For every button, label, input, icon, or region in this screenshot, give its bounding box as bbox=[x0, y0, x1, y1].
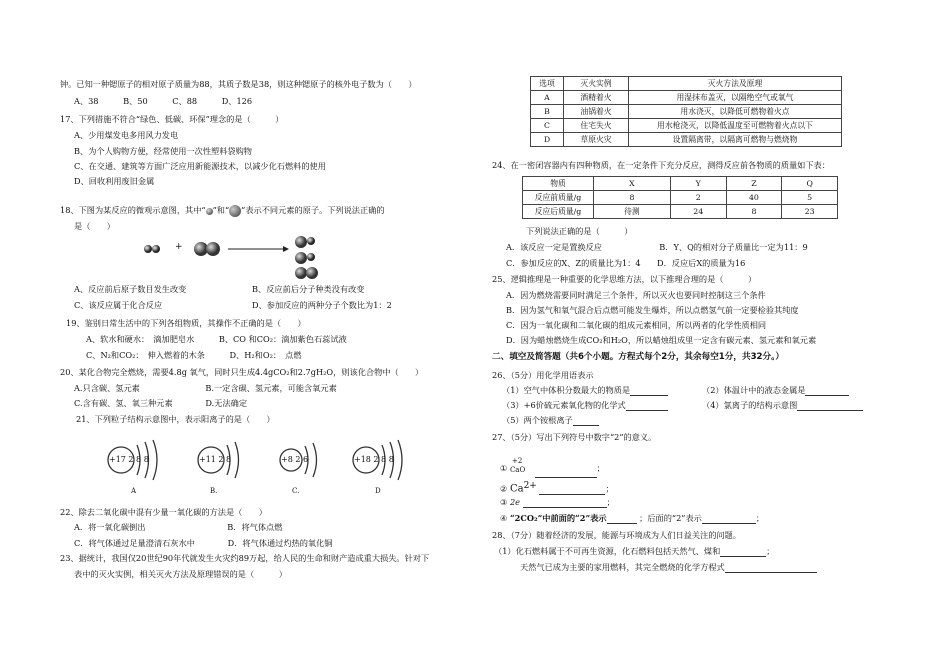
table-cell: 设置隔离带，以隔离可燃物与燃烧物 bbox=[629, 133, 842, 147]
q25-option-d: D．因为蜡烛燃烧生成CO₂和H₂O，所以蜡烛组成里一定含有碳元素、氢元素和氧元素 bbox=[506, 335, 817, 345]
answer-blank[interactable] bbox=[573, 417, 599, 426]
q21-stem: 21、下列粒子结构示意图中，表示阳离子的是（ ） bbox=[76, 414, 275, 424]
q27-circle-3: ③ bbox=[500, 497, 508, 507]
answer-blank[interactable] bbox=[805, 387, 849, 396]
table-cell: 住宅失火 bbox=[564, 119, 629, 133]
q18-option-a: A、反应前后原子数目发生改变 bbox=[74, 284, 187, 294]
q27-item-3 bbox=[500, 497, 615, 508]
q27-item-1 bbox=[500, 457, 605, 478]
q18-option-b: B、反应前后分子种类没有改变 bbox=[252, 284, 365, 294]
table-cell: 用湿抹布盖灭，以隔绝空气或氧气 bbox=[629, 91, 842, 105]
q28-text-1: （1）化石燃料属于不可再生资源，化石燃料包括天然气、煤和 bbox=[494, 546, 721, 556]
q25-stem: 25、逻辑推理是一种重要的化学思维方法，以下推理合理的是（ ） bbox=[492, 274, 757, 284]
atom-b-label: +11 2 8 bbox=[199, 455, 232, 464]
table-cell: 24 bbox=[670, 205, 726, 219]
table-cell: 草原火灾 bbox=[564, 133, 629, 147]
q27-text-4a: “2CO₂”中前面的“2”表示 bbox=[509, 513, 607, 523]
q19-options-cd: C、N₂和CO₂： 伸入燃着的木条 D、H₂和O₂： 点燃 bbox=[86, 350, 302, 360]
atom-c-label: +8 2 6 bbox=[281, 455, 309, 464]
table-header: Y bbox=[670, 177, 726, 191]
2e-text: 2e bbox=[509, 497, 521, 507]
atom-letter-c: C. bbox=[292, 487, 300, 495]
table-header-row bbox=[531, 77, 842, 91]
answer-blank[interactable] bbox=[607, 515, 637, 524]
answer-blank[interactable] bbox=[797, 402, 863, 411]
table-cell: 2 bbox=[670, 191, 726, 205]
mass-table bbox=[522, 176, 838, 219]
q28-text-2: 天然气已成为主要的家用燃料，其完全燃烧的化学方程式 bbox=[520, 562, 725, 572]
atom-letter-a: A bbox=[131, 487, 137, 495]
q27-stem: 27、（5分）写出下列符号中数字“2”的意义。 bbox=[492, 432, 657, 442]
q24-options-cd: C．参加反应的X、Z的质量比为1：4 D．反应后X的质量为16 bbox=[506, 258, 746, 268]
semicolon: ； bbox=[766, 546, 775, 556]
q25-option-a: A．因为燃烧需要同时满足三个条件，所以灭火也要同时控制这三个条件 bbox=[506, 290, 766, 300]
atom-letter-b: B. bbox=[210, 487, 218, 495]
table-row bbox=[531, 133, 842, 147]
table-header: 灭火方法及原理 bbox=[629, 77, 842, 91]
table-cell: A bbox=[531, 91, 564, 105]
q26-text-3: （3）+6价硫元素氧化物的化学式 bbox=[502, 400, 626, 410]
q16-line: 钟。已知一种锶原子的相对原子质量为88，其质子数是38，则这种锶原子的核外电子数为（ ） bbox=[60, 79, 417, 89]
q17-stem: 17、下列措施不符合“绿色、低碳、环保”理念的是（ ） bbox=[60, 114, 284, 124]
q26-item-5 bbox=[502, 415, 599, 426]
q17-option-c: C、在交通、建筑等方面广泛应用新能源技术，以减少化石燃料的使用 bbox=[74, 161, 326, 171]
answer-blank[interactable] bbox=[626, 402, 668, 411]
atom-letter-d: D bbox=[375, 487, 381, 495]
atom-d-label: +18 2 8 8 bbox=[354, 455, 394, 464]
q26-text-5: （5）两个铵根离子 bbox=[502, 415, 573, 425]
valence-sup: +2 bbox=[511, 457, 523, 465]
q24-sub: 下列说法正确的是（ ） bbox=[526, 226, 633, 236]
q23-stem-end: 表中的灭火实例，相关灭火方法及原理错误的是（ ） bbox=[74, 569, 287, 579]
q22-stem: 22、除去二氧化碳中混有少量一氧化碳的方法是（ ） bbox=[60, 507, 267, 517]
cao-text: CaO bbox=[509, 466, 526, 474]
q18-option-c: C、该反应属于化合反应 bbox=[74, 300, 163, 310]
table-header: 灭火实例 bbox=[564, 77, 629, 91]
q27-text-4b: ；后面的“2”表示 bbox=[639, 513, 702, 523]
q27-item-2 bbox=[500, 481, 614, 495]
q22-options-ab: A．将一氧化碳倒出 B．将气体点燃 bbox=[74, 522, 283, 532]
q25-option-b: B．因为氢气和氧气混合后点燃可能发生爆炸，所以点燃氢气前一定要检验其纯度 bbox=[506, 305, 799, 315]
q22-options-cd: C．将气体通过足量澄清石灰水中 D．将气体通过灼热的氧化铜 bbox=[74, 538, 333, 548]
table-cell: 5 bbox=[782, 191, 838, 205]
q17-option-b: B、为个人购物方便，经常使用一次性塑料袋购物 bbox=[74, 146, 252, 156]
table-cell: 8 bbox=[726, 205, 782, 219]
q18-option-d: D、参加反应的两种分子个数比为1：2 bbox=[252, 300, 392, 310]
cao-formula bbox=[509, 457, 532, 478]
q27-circle-2: ② bbox=[500, 483, 508, 494]
q28-item-1 bbox=[494, 546, 774, 557]
table-header: Q bbox=[782, 177, 838, 191]
answer-blank[interactable] bbox=[720, 548, 766, 557]
table-row bbox=[523, 191, 838, 205]
table-header: X bbox=[594, 177, 671, 191]
q26-text-2: （2）体温计中的液态金属是 bbox=[702, 385, 806, 395]
table-row bbox=[531, 105, 842, 119]
q28-item-2 bbox=[520, 562, 817, 573]
table-cell: 油锅着火 bbox=[564, 105, 629, 119]
table-cell: D bbox=[531, 133, 564, 147]
q19-options-ab: A、软水和硬水： 滴加肥皂水 B、CO 和CO₂：滴加紫色石蕊试液 bbox=[86, 334, 347, 344]
q27-item-4 bbox=[500, 513, 764, 524]
q17-option-a: A、少用煤发电多用风力发电 bbox=[74, 130, 179, 140]
q18-stem bbox=[60, 205, 385, 217]
plus-sign: + bbox=[175, 242, 183, 252]
q26-item-1 bbox=[502, 385, 668, 396]
q18-stem-end: 是（ ） bbox=[74, 221, 115, 231]
table-cell: 23 bbox=[782, 205, 838, 219]
table-row bbox=[523, 205, 838, 219]
table-row bbox=[531, 91, 842, 105]
q26-stem: 26、（5分）用化学用语表示 bbox=[492, 370, 594, 380]
q24-options-ab: A．该反应一定是置换反应 B．Y、Q的相对分子质量比一定为11：9 bbox=[506, 242, 808, 252]
answer-blank[interactable] bbox=[535, 469, 597, 478]
table-cell: 酒精着火 bbox=[564, 91, 629, 105]
q18-text-b: ”和“ bbox=[212, 205, 230, 215]
q20-options-ab: A.只含碳、氢元素 B.一定含碳、氢元素，可能含氧元素 bbox=[74, 383, 337, 393]
answer-blank[interactable] bbox=[539, 486, 605, 495]
reaction-svg bbox=[143, 236, 343, 280]
q18-text-a: 18、下图为某反应的微观示意图，其中“ bbox=[60, 205, 206, 215]
table-cell: B bbox=[531, 105, 564, 119]
q26-item-4 bbox=[702, 400, 863, 411]
large-atom-icon bbox=[229, 205, 241, 217]
atom-diagrams bbox=[103, 435, 443, 497]
q27-circle-4: ④ bbox=[500, 513, 508, 523]
q26-item-3 bbox=[502, 400, 668, 411]
q26-text-1: （1）空气中体积分数最大的物质是 bbox=[502, 385, 631, 395]
answer-blank[interactable] bbox=[725, 564, 817, 573]
semicolon: ； bbox=[596, 463, 605, 473]
q19-stem: 19、鉴别日常生活中的下列各组物质，其操作不正确的是（ ） bbox=[66, 318, 306, 328]
q20-options-cd: C.含有碳、氢、氧三种元素 D.无法确定 bbox=[74, 398, 248, 408]
table-cell: 待测 bbox=[594, 205, 671, 219]
answer-blank[interactable] bbox=[523, 499, 607, 508]
q28-stem: 28、（7分）随着经济的发展，能源与环境成为人们日益关注的问题。 bbox=[492, 530, 741, 540]
ca-charge: 2+ bbox=[523, 481, 537, 491]
section-2-heading: 二、填空及简答题（共6个小题。方程式每个2分，其余每空1分，共32分。） bbox=[492, 352, 785, 362]
table-row bbox=[531, 119, 842, 133]
table-cell: 40 bbox=[726, 191, 782, 205]
table-cell: 用水枪浇灭，以降低温度至可燃物着火点以下 bbox=[629, 119, 842, 133]
table-cell: C bbox=[531, 119, 564, 133]
small-atom-icon bbox=[206, 208, 213, 215]
fire-table bbox=[530, 76, 842, 147]
semicolon: ； bbox=[606, 497, 615, 507]
q23-stem: 23、据统计，我国仅20世纪90年代就发生火灾约89万起，给人民的生命和财产造成重大损失。针对下 bbox=[60, 553, 430, 563]
table-header: Z bbox=[726, 177, 782, 191]
semicolon: ； bbox=[755, 513, 765, 523]
table-cell: 反应前质量/g bbox=[523, 191, 594, 205]
q26-text-4: （4）氯离子的结构示意图 bbox=[702, 400, 798, 410]
q20-stem: 20、某化合物完全燃烧，需要4.8g 氧气，同时只生成4.4gCO₂和2.7gH₂O，则该化合物中（ ） bbox=[60, 367, 424, 377]
q25-option-c: C．因为一氧化碳和二氧化碳的组成元素相同，所以两者的化学性质相同 bbox=[506, 320, 767, 330]
reaction-diagram bbox=[143, 236, 343, 280]
q16-options: A、38 B、50 C、88 D、126 bbox=[74, 96, 253, 106]
table-header: 选项 bbox=[531, 77, 564, 91]
q24-stem: 24、在一密闭容器内有四种物质，在一定条件下充分反应，测得反应前各物质的质量如下表： bbox=[492, 160, 830, 170]
q27-circle-1: ① bbox=[500, 463, 508, 473]
table-cell: 8 bbox=[594, 191, 671, 205]
table-header: 物质 bbox=[523, 177, 594, 191]
ca-text: Ca bbox=[509, 483, 524, 495]
q18-text-c: ”表示不同元素的原子。下列说法正确的 bbox=[241, 205, 385, 215]
semicolon: ； bbox=[605, 483, 614, 494]
q26-item-2 bbox=[702, 385, 849, 396]
table-cell: 反应后质量/g bbox=[523, 205, 594, 219]
answer-blank[interactable] bbox=[702, 515, 756, 524]
table-header-row bbox=[523, 177, 838, 191]
atom-a-label: +17 2 8 8 bbox=[109, 455, 149, 464]
table-cell: 用水浇灭，以降低可燃物着火点 bbox=[629, 105, 842, 119]
answer-blank[interactable] bbox=[630, 387, 668, 396]
q17-option-d: D、回收利用废旧金属 bbox=[74, 176, 155, 186]
